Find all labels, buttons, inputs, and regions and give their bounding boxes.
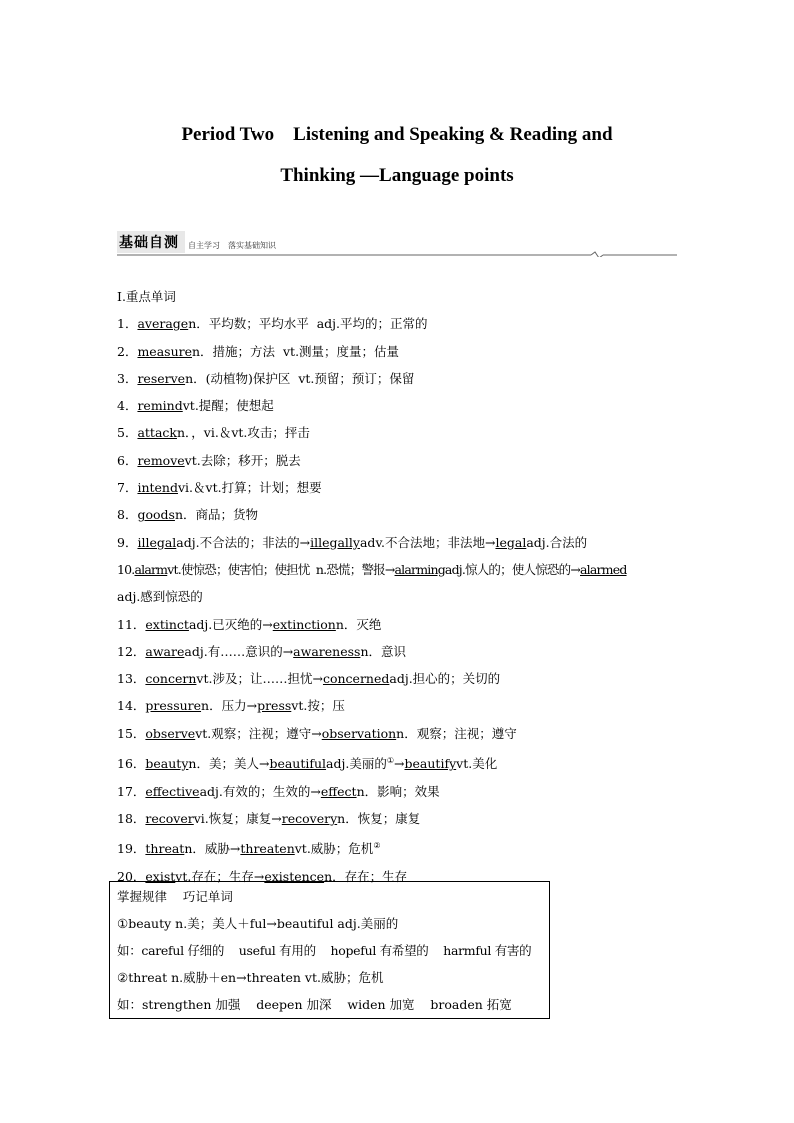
section-header xyxy=(117,231,677,257)
list-item xyxy=(117,474,682,501)
section-subtitle xyxy=(188,240,284,251)
word-list-heading: Ⅰ.重点单词 xyxy=(117,289,176,304)
item-derived-meaning: vt.威胁；危机 xyxy=(294,841,374,857)
item-derived-meaning: vt.按；压 xyxy=(291,698,345,714)
item-word: concern xyxy=(145,671,197,687)
item-derived-word: alarmed xyxy=(580,561,627,577)
item-derived-word: illegally xyxy=(310,534,360,550)
item-word: beauty xyxy=(145,756,189,772)
item-derived-meaning: n．观察；注视；遵守 xyxy=(396,725,517,741)
item-word: alarm xyxy=(134,561,168,577)
item-meaning: vi.恢复；康复→ xyxy=(193,810,282,826)
item-meaning: n．(动植物)保护区 vt.预留；预订；保留 xyxy=(185,370,415,386)
item-derived-meaning: adj.美丽的 xyxy=(326,756,387,772)
list-item xyxy=(117,365,682,392)
item-number: 1． xyxy=(117,316,138,332)
item-meaning: vt.去除；移开；脱去 xyxy=(184,452,301,468)
item-meaning: n．措施；方法 vt.测量；度量；估量 xyxy=(192,343,400,359)
list-item xyxy=(117,805,682,832)
item-derived-meaning: n．存在；生存 xyxy=(324,868,408,884)
item-number: 12． xyxy=(117,643,146,659)
item-number: 16． xyxy=(117,756,146,772)
item-derived-meaning: n．意识 xyxy=(360,643,406,659)
item-meaning: vt.使惊恐；使害怕；使担忧 n.恐慌；警报→ xyxy=(167,561,395,577)
list-item xyxy=(117,638,682,665)
item-word: goods xyxy=(137,507,175,523)
section-sub2: 落实基础知识 xyxy=(228,241,276,250)
section-sub1: 自主学习 xyxy=(188,241,220,250)
item-number: 8． xyxy=(117,507,138,523)
list-item xyxy=(117,747,682,777)
list-item xyxy=(117,778,682,805)
tips-box xyxy=(109,881,550,1019)
item-meaning: vt.存在；生存→ xyxy=(175,868,265,884)
item-meaning: adj.有……意识的→ xyxy=(184,643,294,659)
item-word: exist xyxy=(145,868,176,884)
item-number: 20． xyxy=(117,868,146,884)
list-item xyxy=(117,501,682,528)
list-item xyxy=(117,556,682,583)
item-word: observe xyxy=(145,725,196,741)
item-derived-meaning: adj.合法的 xyxy=(526,534,588,550)
item-derived-meaning: n．影响；效果 xyxy=(356,783,440,799)
tips-line: ①beauty n.美；美人＋ful→beautiful adj.美丽的 xyxy=(117,916,399,931)
item-number: 2． xyxy=(117,343,138,359)
item-derived-word: extinction xyxy=(272,616,336,632)
tips-line: 如：strengthen 加强 deepen 加深 widen 加宽 broaden 拓宽 xyxy=(117,997,512,1012)
item-word: threat xyxy=(145,841,185,857)
item-number: 18． xyxy=(117,810,146,826)
item-number: 17． xyxy=(117,783,146,799)
item-number: 9． xyxy=(117,534,138,550)
item-derived-word: observation xyxy=(321,725,397,741)
item-meaning: n．压力→ xyxy=(201,698,258,714)
item-meaning: n．美；美人→ xyxy=(188,756,270,772)
item-meaning: vt.提醒；使想起 xyxy=(182,398,274,414)
list-item xyxy=(117,611,682,638)
footnote-marker: ② xyxy=(373,841,381,851)
item-derived-meaning: adj.感到惊恐的 xyxy=(117,589,203,605)
item-derived-word: existence xyxy=(264,868,325,884)
item-meaning: adj.不合法的；非法的→ xyxy=(176,534,311,550)
item-derived-word: threaten xyxy=(240,841,295,857)
item-number: 7． xyxy=(117,480,138,496)
item-derived-word: awareness xyxy=(293,643,361,659)
item-number: 3． xyxy=(117,370,138,386)
item-word: aware xyxy=(145,643,185,659)
item-word: attack xyxy=(137,425,177,441)
list-item xyxy=(117,310,682,337)
item-number: 15． xyxy=(117,725,146,741)
item-number: 10. xyxy=(117,561,135,577)
footnote-marker: ① xyxy=(386,756,395,766)
item-word: recover xyxy=(145,810,194,826)
list-item xyxy=(117,419,682,446)
item-meaning: vt.观察；注视；遵守→ xyxy=(195,725,322,741)
item-number: 13． xyxy=(117,671,146,687)
item-word: illegal xyxy=(137,534,177,550)
list-item xyxy=(117,692,682,719)
list-item xyxy=(117,832,682,862)
item-derived-word: alarming xyxy=(394,561,445,577)
item-derived-meaning: vt.美化 xyxy=(456,756,498,772)
item-derived-meaning: adv.不合法地；非法地→ xyxy=(359,534,496,550)
item-word: reserve xyxy=(137,370,186,386)
item-number: 6． xyxy=(117,452,138,468)
item-word: average xyxy=(137,316,189,332)
item-derived-word: effect xyxy=(320,783,357,799)
item-derived-word: concerned xyxy=(322,671,390,687)
item-number: 14． xyxy=(117,698,146,714)
item-word: remove xyxy=(137,452,185,468)
item-meaning: adj.已灭绝的→ xyxy=(188,616,273,632)
item-meaning: n．商品；货物 xyxy=(174,507,258,523)
tips-title: 掌握规律 巧记单词 xyxy=(117,889,233,904)
list-item-continued xyxy=(117,583,682,610)
item-number: 19． xyxy=(117,841,146,857)
item-number: 11． xyxy=(117,616,146,632)
item-word: remind xyxy=(137,398,183,414)
word-list xyxy=(117,283,682,890)
item-derived-meaning: adj.惊人的；使人惊恐的→ xyxy=(444,561,580,577)
item-meaning: vt.涉及；让……担忧→ xyxy=(196,671,323,687)
item-meaning: n．，vi.＆vt.攻击；抨击 xyxy=(176,425,310,441)
item-word: measure xyxy=(137,343,192,359)
list-item xyxy=(117,447,682,474)
item-derived-word: legal xyxy=(495,534,527,550)
page-title-line1: Period Two Listening and Speaking & Reading and xyxy=(181,124,613,145)
item-word: extinct xyxy=(145,616,189,632)
item-derived-meaning: n．灭绝 xyxy=(335,616,382,632)
item-meaning: adj.有效的；生效的→ xyxy=(199,783,321,799)
item-word: intend xyxy=(137,480,178,496)
item-word: pressure xyxy=(145,698,202,714)
list-item xyxy=(117,665,682,692)
item-meaning: vi.＆vt.打算；计划；想要 xyxy=(177,480,322,496)
list-item xyxy=(117,529,682,556)
section-title: 基础自测 xyxy=(119,235,179,251)
item-number: 4． xyxy=(117,398,138,414)
tips-line: ②threat n.威胁＋en→threaten vt.威胁；危机 xyxy=(117,970,384,985)
list-item xyxy=(117,338,682,365)
list-item xyxy=(117,720,682,747)
item-derived-word: recovery xyxy=(281,810,338,826)
item-derived-meaning: n．恢复；康复 xyxy=(337,810,421,826)
item-number: 5． xyxy=(117,425,138,441)
item-meaning: n．平均数；平均水平 adj.平均的；正常的 xyxy=(188,316,428,332)
item-meaning: n．威胁→ xyxy=(184,841,241,857)
page-title-line2: Thinking —Language points xyxy=(280,165,514,186)
list-item xyxy=(117,392,682,419)
item-arrow: → xyxy=(394,756,405,772)
item-derived-meaning: adj.担心的；关切的 xyxy=(389,671,501,687)
tips-line: 如：careful 仔细的 useful 有用的 hopeful 有希望的 harmful 有害的 xyxy=(117,943,532,958)
item-derived-word: press xyxy=(257,698,292,714)
item-word: effective xyxy=(145,783,200,799)
item-derived-word: beautify xyxy=(404,756,457,772)
item-derived-word: beautiful xyxy=(269,756,327,772)
